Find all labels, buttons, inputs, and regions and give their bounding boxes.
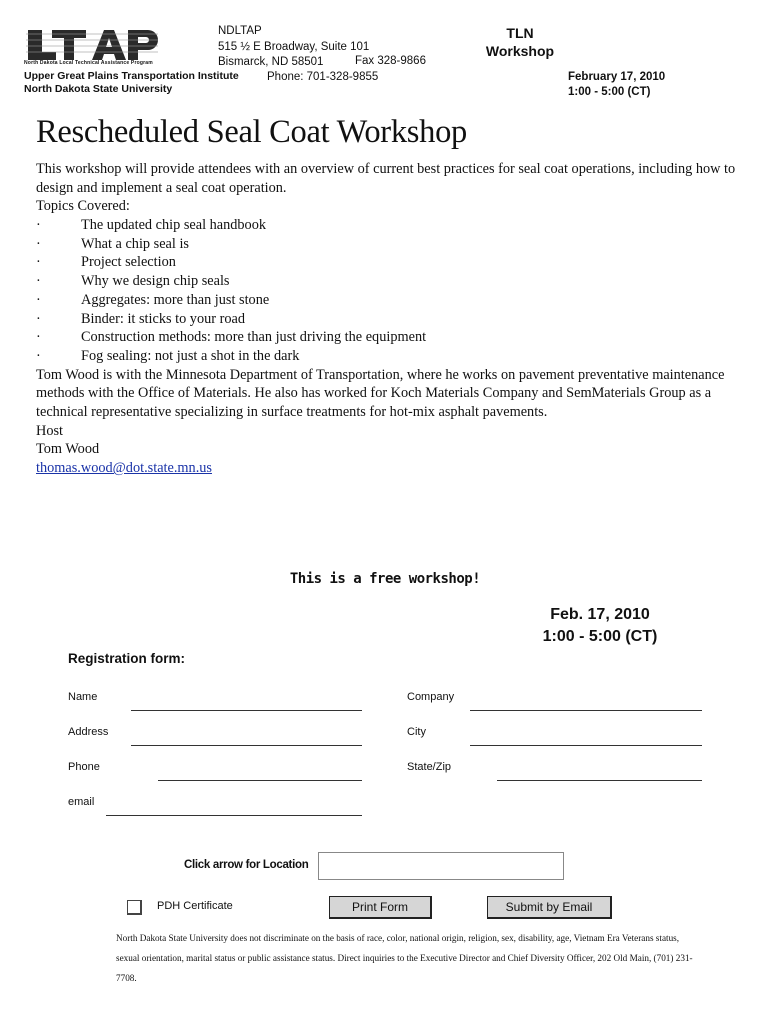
topic-text: Project selection xyxy=(81,254,176,271)
topic-item xyxy=(36,216,756,235)
host-name: Tom Wood xyxy=(36,441,100,458)
topic-text: Why we design chip seals xyxy=(81,273,230,290)
org-name: NDLTAP xyxy=(218,25,262,37)
topic-item xyxy=(36,328,756,347)
topic-item xyxy=(36,291,756,310)
city-label: City xyxy=(407,726,426,738)
bullet-dot: · xyxy=(36,310,41,327)
page-title: Rescheduled Seal Coat Workshop xyxy=(36,114,467,150)
topic-text: Construction methods: more than just driving the equipment xyxy=(81,329,427,346)
city-field[interactable] xyxy=(470,745,702,746)
tln-label: TLN xyxy=(506,25,534,41)
street-address: 515 ½ E Broadway, Suite 101 xyxy=(218,40,370,53)
submit-by-email-button[interactable]: Submit by Email xyxy=(487,896,612,919)
topic-text: Fog sealing: not just a shot in the dark xyxy=(81,347,300,364)
institute-name: Upper Great Plains Transportation Institute xyxy=(24,70,239,82)
host-label: Host xyxy=(36,422,64,439)
topic-text: Aggregates: more than just stone xyxy=(81,291,270,308)
company-label: Company xyxy=(407,691,455,703)
bullet-dot: · xyxy=(36,217,41,234)
bullet-dot: · xyxy=(36,291,41,308)
workshop-label: Workshop xyxy=(485,43,555,59)
email-label: email xyxy=(68,796,95,808)
name-field[interactable] xyxy=(131,710,362,711)
event-date-block xyxy=(500,604,700,648)
topic-item xyxy=(36,253,756,272)
state-zip-label: State/Zip xyxy=(407,761,452,773)
topics-heading: Topics Covered: xyxy=(36,198,130,215)
header-date: February 17, 2010 xyxy=(568,71,666,83)
topic-item xyxy=(36,235,756,254)
event-date: Feb. 17, 2010 xyxy=(550,606,650,623)
location-select[interactable] xyxy=(318,852,564,880)
header-date-block xyxy=(568,70,665,100)
nondiscrimination-notice: North Dakota State University does not discriminate on the basis of race, color, national origin, religion, sex, disability, age, Vietnam Era Veterans status, sexual orientation, marital status or public assistance status. Direct inquiries to the Executive Director and Chief Diversity Officer, 202 Old Main, (701) 231-7708. xyxy=(116,933,693,983)
bullet-dot: · xyxy=(36,329,41,346)
topic-item xyxy=(36,310,756,329)
bullet-dot: · xyxy=(36,347,41,364)
pdh-certificate-label: PDH Certificate xyxy=(157,900,233,912)
bullet-dot: · xyxy=(36,254,41,271)
city-address: Bismarck, ND 58501 xyxy=(218,56,324,68)
name-label: Name xyxy=(68,691,98,703)
free-workshop-text: This is a free workshop! xyxy=(289,571,481,587)
state-zip-field[interactable] xyxy=(497,780,702,781)
phone-label: Phone xyxy=(68,761,100,773)
phone-number: Phone: 701-328-9855 xyxy=(267,71,379,83)
topic-text: Binder: it sticks to your road xyxy=(81,310,245,327)
address-block xyxy=(218,24,369,71)
bullet-dot: · xyxy=(36,235,41,252)
tln-workshop-label xyxy=(470,24,570,60)
university-name: North Dakota State University xyxy=(24,83,173,95)
topics-list xyxy=(36,216,756,366)
bullet-dot: · xyxy=(36,273,41,290)
topic-text: The updated chip seal handbook xyxy=(81,217,267,234)
bio-paragraph: Tom Wood is with the Minnesota Department of Transportation, where he works on pavement preventative maintenance methods with the Office of Materials. He also has worked for Koch Materials Company and SemMaterials Group as a technical representative specializing in surface treatments for hot-mix asphalt pavements. xyxy=(36,366,725,421)
topic-item xyxy=(36,272,756,291)
topic-text: What a chip seal is xyxy=(81,235,189,252)
institute-block xyxy=(24,70,239,96)
intro-paragraph: This workshop will provide attendees with an overview of current best practices for seal coat operations, including how to design and implement a seal coat operation. xyxy=(36,161,736,196)
location-label: Click arrow for Location xyxy=(184,859,309,871)
print-form-button[interactable]: Print Form xyxy=(329,896,432,919)
logo-subtitle: North Dakota Local Technical Assistance Program xyxy=(24,60,153,66)
company-field[interactable] xyxy=(470,710,702,711)
host-email-link[interactable]: thomas.wood@dot.state.mn.us xyxy=(36,460,212,477)
workshop-description xyxy=(36,160,756,478)
email-field[interactable] xyxy=(106,815,362,816)
event-time: 1:00 - 5:00 (CT) xyxy=(542,628,658,645)
header-time: 1:00 - 5:00 (CT) xyxy=(568,86,651,98)
registration-form-title: Registration form: xyxy=(68,651,186,666)
fax-number: Fax 328-9866 xyxy=(355,55,426,67)
address-label: Address xyxy=(68,726,109,738)
topic-item xyxy=(36,347,756,366)
pdh-certificate-checkbox[interactable] xyxy=(127,900,142,915)
address-field[interactable] xyxy=(131,745,362,746)
phone-field[interactable] xyxy=(158,780,362,781)
